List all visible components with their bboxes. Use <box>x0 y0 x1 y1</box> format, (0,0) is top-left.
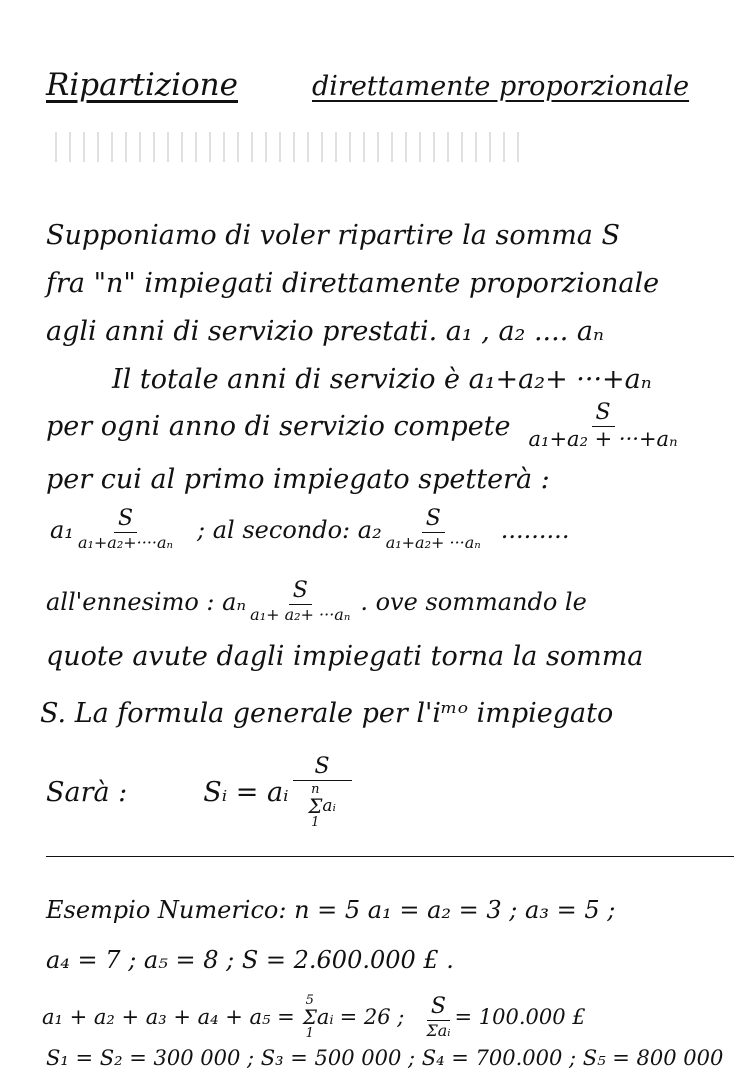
nth-share-text: all'ennesimo : aₙ <box>46 587 247 616</box>
fraction-denominator <box>308 781 336 829</box>
sigma-sign: Σ <box>308 794 323 818</box>
sum-upper-limit: 5 <box>305 993 314 1008</box>
summation <box>303 994 317 1040</box>
summation <box>308 783 322 829</box>
fraction-per-year <box>529 402 678 450</box>
body-line-9: quote avute dagli impiegati torna la somma <box>46 641 644 672</box>
body-line-7 <box>50 508 569 551</box>
body-line-4: Il totale anni di servizio è a₁+a₂+ ···+aₙ <box>112 364 652 395</box>
example-line-3 <box>42 994 586 1040</box>
first-share-coef: a₁ <box>50 515 74 544</box>
unit-share-value: = 100.000 £ <box>454 1004 586 1029</box>
body-line-3: agli anni di servizio prestati. a₁ , a₂ .... aₙ <box>46 316 604 347</box>
fraction-second <box>386 508 481 551</box>
sum-upper-limit: n <box>311 782 320 797</box>
fraction-denominator: a₁+a₂+····aₙ <box>77 533 174 552</box>
fraction-denominator: a₁+a₂+ ···aₙ <box>385 533 481 552</box>
title-right: direttamente proporzionale <box>312 71 690 102</box>
body-line-1: Supponiamo di voler ripartire la somma S <box>46 220 620 251</box>
general-formula: Sᵢ = aᵢ <box>203 777 289 808</box>
fraction-denominator: a₁+ a₂+ ···aₙ <box>250 605 351 624</box>
fraction-numerator: S <box>422 508 445 533</box>
fraction-nth <box>250 580 350 623</box>
fraction-numerator: S <box>114 508 137 533</box>
fraction-numerator: S <box>289 580 312 605</box>
fraction-denominator: Σaᵢ <box>426 1020 451 1040</box>
example-line-4: S₁ = S₂ = 300 000 ; S₃ = 500 000 ; S₄ = 700.000 ; S₅ = 800 000 <box>46 1046 724 1070</box>
title-left: Ripartizione <box>46 67 238 103</box>
ellipsis: ......... <box>500 515 570 544</box>
fraction-numerator: S <box>293 756 352 781</box>
body-line-8 <box>46 580 587 623</box>
body-line-6: per cui al primo impiegato spetterà : <box>46 464 550 495</box>
sum-lower-limit: 1 <box>311 815 320 830</box>
body-line-8-rest: . ove sommando le <box>360 587 587 616</box>
example-line-2: a₄ = 7 ; a₅ = 8 ; S = 2.600.000 £ . <box>46 946 454 974</box>
example-sum-result: = 26 ; <box>339 1004 405 1029</box>
fraction-numerator: S <box>592 402 615 427</box>
body-line-5-text: per ogni anno di servizio compete <box>46 410 511 442</box>
sum-variable: aᵢ <box>322 795 336 816</box>
separator-line <box>46 856 734 857</box>
fraction-general <box>293 756 352 829</box>
sum-variable: aᵢ <box>316 1004 334 1029</box>
fraction-unit-share <box>426 993 451 1040</box>
body-line-5 <box>46 402 682 450</box>
body-line-2: fra "n" impiegati direttamente proporzionale <box>46 268 660 299</box>
second-share-text: ; al secondo: a₂ <box>197 515 382 544</box>
faint-scan-marks <box>55 132 525 162</box>
sum-lower-limit: 1 <box>305 1026 314 1041</box>
fraction-numerator: S <box>427 996 450 1021</box>
example-sum-left: a₁ + a₂ + a₃ + a₄ + a₅ = <box>42 1004 295 1029</box>
body-line-11 <box>46 756 356 829</box>
sigma-sign: Σ <box>302 1005 317 1029</box>
body-line-10: S. La formula generale per l'iᵐᵒ impiegato <box>40 698 614 729</box>
fraction-denominator: a₁+a₂ + ···+aₙ <box>528 427 678 451</box>
fraction-first <box>78 508 173 551</box>
example-line-1: Esempio Numerico: n = 5 a₁ = a₂ = 3 ; a₃ = 5 ; <box>46 896 616 924</box>
body-line-11-text: Sarà : <box>46 777 128 808</box>
